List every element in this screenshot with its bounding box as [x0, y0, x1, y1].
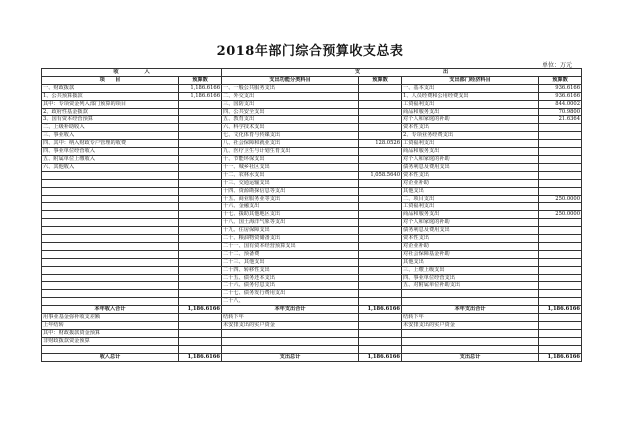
budget-table — [41, 68, 582, 362]
budget-amount-cell — [359, 322, 402, 330]
item-label-cell: 对个人和家庭的补助 — [402, 116, 539, 124]
table-row — [42, 140, 582, 148]
budget-amount-cell — [359, 132, 402, 140]
table-row — [42, 195, 582, 203]
budget-amount-cell — [179, 140, 222, 148]
budget-amount-cell: 1,186.6166 — [179, 353, 222, 361]
item-label-cell: 对个人和家庭的补助 — [402, 155, 539, 163]
budget-amount-cell — [539, 148, 582, 156]
table-row — [42, 203, 582, 211]
table-row — [42, 337, 582, 345]
item-label-cell: 未安排支出的实户资金 — [402, 322, 539, 330]
table-row — [42, 227, 582, 235]
budget-amount-cell — [359, 84, 402, 92]
budget-amount-cell — [539, 171, 582, 179]
item-label-cell: 六、科学技术支出 — [222, 124, 359, 132]
budget-amount-cell — [359, 290, 402, 298]
budget-amount-cell — [539, 258, 582, 266]
budget-amount-cell: 1,186.6166 — [179, 84, 222, 92]
table-row — [42, 84, 582, 92]
item-label-cell — [42, 171, 179, 179]
item-label-cell: 其中：专项资金列入部门预算的项目 — [42, 100, 179, 108]
item-label-cell — [42, 179, 179, 187]
item-label-cell: 本年支出合计 — [222, 306, 359, 314]
item-label-cell — [222, 329, 359, 337]
budget-amount-cell — [179, 108, 222, 116]
item-label-cell: 二十三、其他支出 — [222, 258, 359, 266]
item-label-cell: 九、医疗卫生与计划生育支出 — [222, 148, 359, 156]
header-econ: 支出部门经济科目 — [402, 76, 539, 84]
budget-amount-cell — [179, 171, 222, 179]
budget-amount-cell — [179, 132, 222, 140]
budget-amount-cell — [359, 235, 402, 243]
item-label-cell — [42, 290, 179, 298]
page-title: 2018年部门综合预算收支总表 — [216, 44, 404, 59]
budget-amount-cell — [359, 314, 402, 322]
budget-amount-cell: 936.6166 — [539, 92, 582, 100]
item-label-cell: 四、其中：纳入财政专户管理的收费 — [42, 140, 179, 148]
table-row — [42, 250, 582, 258]
budget-amount-cell: 1,186.6166 — [539, 353, 582, 361]
budget-amount-cell — [179, 266, 222, 274]
table-row — [42, 179, 582, 187]
item-label-cell: 2、专项业务经费支出 — [402, 132, 539, 140]
item-label-cell: 支出总计 — [402, 353, 539, 361]
table-row — [42, 274, 582, 282]
budget-amount-cell — [359, 179, 402, 187]
item-label-cell — [402, 290, 539, 298]
item-label-cell: 四、公共安全支出 — [222, 108, 359, 116]
item-label-cell — [42, 345, 179, 353]
item-label-cell: 用事业基金弥补收支差额 — [42, 314, 179, 322]
item-label-cell: 债务利息及费用支出 — [402, 227, 539, 235]
budget-amount-cell: 1,186.6166 — [179, 306, 222, 314]
item-label-cell: 二十八、 — [222, 298, 359, 306]
table-row — [42, 235, 582, 243]
table-row — [42, 266, 582, 274]
budget-amount-cell — [539, 266, 582, 274]
budget-amount-cell — [179, 211, 222, 219]
budget-amount-cell — [179, 179, 222, 187]
budget-amount-cell — [359, 242, 402, 250]
column-header-row — [42, 76, 582, 84]
item-label-cell: 五、附属单位上缴收入 — [42, 155, 179, 163]
budget-amount-cell — [539, 322, 582, 330]
table-row — [42, 282, 582, 290]
budget-amount-cell — [359, 108, 402, 116]
budget-amount-cell — [179, 235, 222, 243]
item-label-cell: 三、上缴上级支出 — [402, 266, 539, 274]
table-row — [42, 148, 582, 156]
item-label-cell — [42, 235, 179, 243]
item-label-cell: 工资福利支出 — [402, 203, 539, 211]
item-label-cell: 二十五、债务还本支出 — [222, 274, 359, 282]
budget-amount-cell — [539, 337, 582, 345]
budget-amount-cell — [539, 124, 582, 132]
item-label-cell: 四、事业单位经营收入 — [42, 148, 179, 156]
budget-amount-cell — [359, 250, 402, 258]
budget-amount-cell: 250.0000 — [539, 211, 582, 219]
budget-amount-cell — [539, 187, 582, 195]
item-label-cell: 十七、援助其他地区支出 — [222, 211, 359, 219]
unit-label: 单位：万元 — [541, 62, 572, 69]
budget-amount-cell — [359, 258, 402, 266]
budget-amount-cell — [179, 282, 222, 290]
budget-amount-cell — [359, 211, 402, 219]
item-label-cell: 十八、国土海洋气象等支出 — [222, 219, 359, 227]
item-label-cell — [42, 227, 179, 235]
budget-amount-cell: 1,186.6166 — [359, 353, 402, 361]
table-row — [42, 345, 582, 353]
item-label-cell — [42, 282, 179, 290]
item-label-cell: 二十七、债务发行费用支出 — [222, 290, 359, 298]
item-label-cell: 一、一般公共服务支出 — [222, 84, 359, 92]
item-label-cell: 1、公共预算拨款 — [42, 92, 179, 100]
item-label-cell: 四、事业单位经营支出 — [402, 274, 539, 282]
budget-amount-cell — [539, 235, 582, 243]
item-label-cell — [402, 298, 539, 306]
item-label-cell: 十六、金融支出 — [222, 203, 359, 211]
budget-amount-cell — [539, 329, 582, 337]
table-row — [42, 171, 582, 179]
table-row — [42, 132, 582, 140]
item-label-cell — [402, 329, 539, 337]
item-label-cell: 七、文化体育与传媒支出 — [222, 132, 359, 140]
item-label-cell — [42, 203, 179, 211]
budget-amount-cell — [359, 227, 402, 235]
budget-amount-cell — [179, 329, 222, 337]
item-label-cell: 三、事业收入 — [42, 132, 179, 140]
item-label-cell: 二、项目支出 — [402, 195, 539, 203]
item-label-cell: 资本性支出 — [402, 235, 539, 243]
budget-amount-cell — [359, 266, 402, 274]
budget-amount-cell — [539, 203, 582, 211]
budget-amount-cell — [539, 290, 582, 298]
item-label-cell — [42, 274, 179, 282]
item-label-cell: 支出总计 — [222, 353, 359, 361]
budget-amount-cell: 1,186.6166 — [179, 92, 222, 100]
budget-amount-cell — [179, 345, 222, 353]
budget-amount-cell — [359, 329, 402, 337]
item-label-cell: 二十四、转移性支出 — [222, 266, 359, 274]
budget-amount-cell — [359, 124, 402, 132]
table-row — [42, 211, 582, 219]
item-label-cell: 非财政拨款资金预算 — [42, 337, 179, 345]
budget-amount-cell — [539, 274, 582, 282]
item-label-cell: 工资福利支出 — [402, 140, 539, 148]
item-label-cell: 二十一、国有资本经营预算支出 — [222, 242, 359, 250]
budget-amount-cell — [539, 282, 582, 290]
budget-amount-cell: 70.9800 — [539, 108, 582, 116]
item-label-cell: 2、政府性基金拨款 — [42, 108, 179, 116]
item-label-cell: 八、社会保障和就业支出 — [222, 140, 359, 148]
budget-amount-cell — [179, 337, 222, 345]
item-label-cell: 六、其他收入 — [42, 163, 179, 171]
budget-amount-cell — [179, 290, 222, 298]
item-label-cell: 一、基本支出 — [402, 84, 539, 92]
item-label-cell: 二十、粮油物资储备支出 — [222, 235, 359, 243]
budget-amount-cell — [359, 203, 402, 211]
item-label-cell: 上年结转 — [42, 322, 179, 330]
budget-amount-cell: 1,186.6166 — [359, 306, 402, 314]
budget-amount-cell — [179, 314, 222, 322]
table-row — [42, 298, 582, 306]
table-row — [42, 314, 582, 322]
table-row — [42, 108, 582, 116]
item-label-cell: 对企业补助 — [402, 179, 539, 187]
item-label-cell — [42, 211, 179, 219]
item-label-cell: 十一、城乡社区支出 — [222, 163, 359, 171]
item-label-cell — [42, 195, 179, 203]
budget-amount-cell — [179, 187, 222, 195]
item-label-cell: 商品和服务支出 — [402, 148, 539, 156]
budget-amount-cell — [359, 163, 402, 171]
budget-amount-cell — [539, 227, 582, 235]
budget-amount-cell — [179, 298, 222, 306]
item-label-cell — [402, 345, 539, 353]
item-label-cell: 对企业补助 — [402, 242, 539, 250]
item-label-cell: 结转下年 — [402, 314, 539, 322]
item-label-cell — [42, 187, 179, 195]
budget-amount-cell: 21.6364 — [539, 116, 582, 124]
item-label-cell: 五、对附属单位补助支出 — [402, 282, 539, 290]
header-budget-income: 预算数 — [179, 76, 222, 84]
item-label-cell: 资本性支出 — [402, 124, 539, 132]
budget-amount-cell — [179, 116, 222, 124]
item-label-cell: 二、外交支出 — [222, 92, 359, 100]
budget-amount-cell — [359, 187, 402, 195]
income-section-header: 收 入 — [42, 69, 222, 77]
year-totals-row — [42, 306, 582, 314]
budget-amount-cell — [179, 274, 222, 282]
budget-amount-cell — [539, 155, 582, 163]
table-row — [42, 92, 582, 100]
item-label-cell — [402, 337, 539, 345]
budget-amount-cell — [359, 219, 402, 227]
budget-amount-cell: 250.0000 — [539, 195, 582, 203]
budget-amount-cell — [539, 219, 582, 227]
item-label-cell — [42, 250, 179, 258]
budget-amount-cell — [539, 132, 582, 140]
budget-amount-cell — [179, 195, 222, 203]
budget-amount-cell — [179, 124, 222, 132]
budget-amount-cell — [179, 227, 222, 235]
item-label-cell: 收入总计 — [42, 353, 179, 361]
table-row — [42, 219, 582, 227]
table-row — [42, 329, 582, 337]
budget-amount-cell — [539, 345, 582, 353]
item-label-cell: 商品和服务支出 — [402, 108, 539, 116]
budget-amount-cell — [539, 250, 582, 258]
grand-totals-row — [42, 353, 582, 361]
table-row — [42, 290, 582, 298]
item-label-cell — [42, 266, 179, 274]
budget-amount-cell: 936.6166 — [539, 84, 582, 92]
budget-amount-cell — [539, 179, 582, 187]
item-label-cell: 十二、农林水支出 — [222, 171, 359, 179]
budget-amount-cell — [539, 163, 582, 171]
item-label-cell: 二、上级补助收入 — [42, 124, 179, 132]
budget-amount-cell: 844.0002 — [539, 100, 582, 108]
item-label-cell: 1、人员经费和公用经费支出 — [402, 92, 539, 100]
header-budget-econ: 预算数 — [539, 76, 582, 84]
table-row — [42, 187, 582, 195]
item-label-cell: 其中：财政拨款资金预算 — [42, 329, 179, 337]
budget-amount-cell — [179, 163, 222, 171]
expense-section-header: 支 出 — [222, 69, 582, 77]
budget-amount-cell — [359, 337, 402, 345]
item-label-cell: 二十六、债务付息支出 — [222, 282, 359, 290]
item-label-cell: 对社会保障基金补助 — [402, 250, 539, 258]
budget-amount-cell — [179, 219, 222, 227]
item-label-cell: 未安排支出的实户资金 — [222, 322, 359, 330]
item-label-cell: 3、国有资本经营预算 — [42, 116, 179, 124]
budget-amount-cell — [359, 345, 402, 353]
item-label-cell: 十四、资源勘探信息等支出 — [222, 187, 359, 195]
header-budget-func: 预算数 — [359, 76, 402, 84]
budget-amount-cell — [359, 100, 402, 108]
item-label-cell: 债务利息及费用支出 — [402, 163, 539, 171]
header-item: 项 目 — [42, 76, 179, 84]
budget-amount-cell — [359, 92, 402, 100]
item-label-cell: 资本性支出 — [402, 171, 539, 179]
item-label-cell — [42, 258, 179, 266]
budget-amount-cell — [359, 282, 402, 290]
budget-amount-cell — [539, 298, 582, 306]
table-row — [42, 124, 582, 132]
budget-amount-cell: 1,058.5640 — [359, 171, 402, 179]
table-row — [42, 258, 582, 266]
item-label-cell — [222, 345, 359, 353]
item-label-cell: 三、国防支出 — [222, 100, 359, 108]
header-func: 支出功能分类科目 — [222, 76, 359, 84]
item-label-cell — [42, 219, 179, 227]
item-label-cell: 一、财政拨款 — [42, 84, 179, 92]
item-label-cell: 本年收入合计 — [42, 306, 179, 314]
budget-amount-cell: 1,186.6166 — [539, 306, 582, 314]
budget-amount-cell — [179, 148, 222, 156]
item-label-cell: 十、节能环保支出 — [222, 155, 359, 163]
item-label-cell: 十五、商业服务业等支出 — [222, 195, 359, 203]
budget-amount-cell — [179, 100, 222, 108]
table-row — [42, 242, 582, 250]
budget-amount-cell — [359, 116, 402, 124]
budget-amount-cell — [179, 242, 222, 250]
item-label-cell: 对个人和家庭的补助 — [402, 219, 539, 227]
budget-amount-cell — [359, 148, 402, 156]
item-label-cell: 五、教育支出 — [222, 116, 359, 124]
item-label-cell: 其他支出 — [402, 258, 539, 266]
item-label-cell: 结转下年 — [222, 314, 359, 322]
table-row — [42, 322, 582, 330]
budget-amount-cell: 128.0526 — [359, 140, 402, 148]
table-row — [42, 116, 582, 124]
item-label-cell: 十三、交通运输支出 — [222, 179, 359, 187]
budget-amount-cell — [179, 258, 222, 266]
budget-amount-cell — [539, 140, 582, 148]
budget-amount-cell — [359, 155, 402, 163]
item-label-cell: 二十二、预备费 — [222, 250, 359, 258]
item-label-cell: 工资福利支出 — [402, 100, 539, 108]
budget-amount-cell — [179, 250, 222, 258]
budget-amount-cell — [359, 195, 402, 203]
budget-amount-cell — [179, 322, 222, 330]
table-row — [42, 100, 582, 108]
item-label-cell — [42, 242, 179, 250]
item-label-cell: 本年支出合计 — [402, 306, 539, 314]
section-header-row — [42, 69, 582, 77]
budget-amount-cell — [179, 155, 222, 163]
item-label-cell: 十九、住房保障支出 — [222, 227, 359, 235]
table-row — [42, 155, 582, 163]
budget-amount-cell — [179, 203, 222, 211]
item-label-cell — [222, 337, 359, 345]
item-label-cell: 商品和服务支出 — [402, 211, 539, 219]
budget-amount-cell — [359, 298, 402, 306]
budget-amount-cell — [359, 274, 402, 282]
budget-amount-cell — [539, 242, 582, 250]
item-label-cell: 其他支出 — [402, 187, 539, 195]
budget-amount-cell — [539, 314, 582, 322]
table-row — [42, 163, 582, 171]
item-label-cell — [42, 298, 179, 306]
